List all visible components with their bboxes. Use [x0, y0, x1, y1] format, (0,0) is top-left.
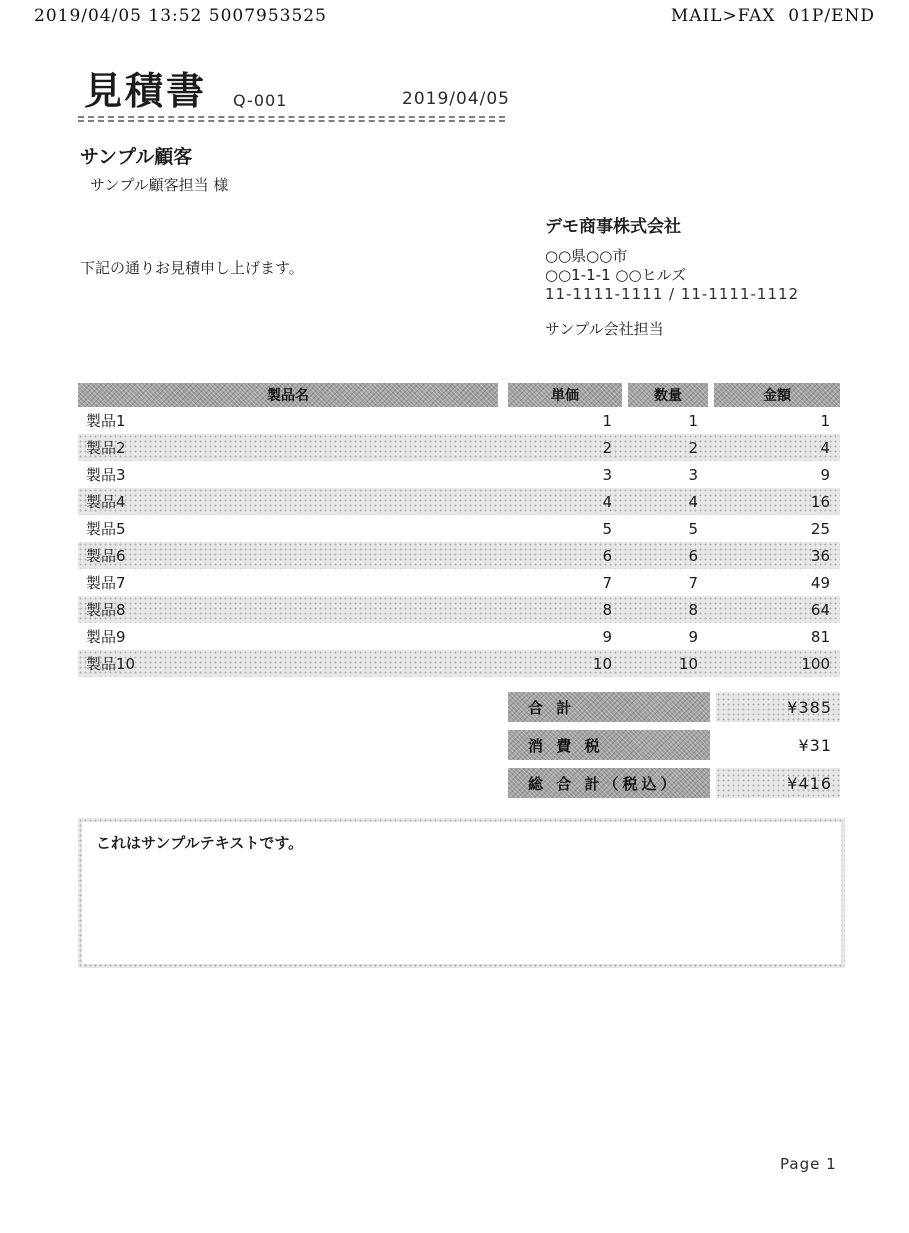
unit-price-cell: 6 [602, 546, 612, 565]
product-name-cell: 製品7 [86, 574, 126, 592]
grand-total-label: 総 合 計（税込） [508, 768, 710, 798]
table-row [78, 461, 840, 488]
fax-transmission-header [34, 6, 875, 26]
amount-cell: 1 [820, 411, 830, 430]
amount-cell: 4 [820, 438, 830, 457]
amount-cell: 36 [810, 546, 830, 565]
quantity-cell: 3 [688, 465, 698, 484]
table-row [78, 569, 840, 596]
quantity-cell: 1 [688, 411, 698, 430]
quantity-cell: 8 [688, 600, 698, 619]
greeting-text: 下記の通りお見積申し上げます。 [80, 259, 304, 277]
company-contact: サンプル会社担当 [545, 320, 664, 338]
amount-cell: 64 [810, 600, 830, 619]
amount-cell: 25 [810, 519, 830, 538]
total-row-subtotal [508, 692, 840, 722]
product-name-cell: 製品4 [86, 493, 126, 511]
unit-price-cell: 1 [602, 411, 612, 430]
company-address-line1: ○○県○○市 [545, 247, 628, 265]
column-header-quantity: 数量 [628, 383, 708, 407]
customer-contact: サンプル顧客担当 様 [90, 176, 229, 194]
company-address-line2: ○○1-1-1 ○○ヒルズ [545, 266, 687, 284]
grand-total-value: ¥416 [716, 768, 840, 798]
tax-value: ¥31 [798, 735, 832, 755]
quantity-cell: 2 [688, 438, 698, 457]
unit-price-cell: 2 [602, 438, 612, 457]
items-table [78, 383, 840, 677]
quantity-cell: 4 [688, 492, 698, 511]
column-header-amount: 金額 [714, 383, 840, 407]
unit-price-cell: 10 [592, 654, 612, 673]
table-row [78, 596, 840, 623]
amount-cell: 9 [820, 465, 830, 484]
company-block [545, 212, 799, 339]
total-row-tax [508, 730, 840, 760]
document-title: 見積書 [84, 69, 208, 113]
company-phone-fax: 11-1111-1111 / 11-1111-1112 [545, 285, 800, 303]
product-name-cell: 製品1 [86, 412, 126, 430]
fax-timestamp: 2019/04/05 13:52 5007953525 [34, 6, 327, 26]
product-name-cell: 製品6 [86, 547, 126, 565]
column-header-unit-price: 単価 [508, 383, 622, 407]
product-name-cell: 製品3 [86, 466, 126, 484]
product-name-cell: 製品10 [86, 655, 136, 673]
fax-status: MAIL>FAX 01P/END [670, 6, 875, 26]
subtotal-label: 合 計 [508, 692, 710, 722]
note-text: これはサンプルテキストです。 [82, 822, 841, 964]
table-row [78, 407, 840, 434]
tax-label: 消 費 税 [508, 730, 710, 760]
product-name-cell: 製品5 [86, 520, 126, 538]
company-name: デモ商事株式会社 [545, 217, 681, 237]
unit-price-cell: 8 [602, 600, 612, 619]
table-row [78, 515, 840, 542]
unit-price-cell: 7 [602, 573, 612, 592]
note-box [78, 818, 845, 968]
amount-cell: 100 [801, 654, 830, 673]
quantity-cell: 6 [688, 546, 698, 565]
product-name-cell: 製品9 [86, 628, 126, 646]
totals-block [508, 692, 840, 806]
title-underline [78, 116, 505, 122]
customer-name: サンプル顧客 [80, 146, 193, 168]
product-name-cell: 製品8 [86, 601, 126, 619]
quote-number: Q-001 [233, 91, 288, 110]
unit-price-cell: 3 [602, 465, 612, 484]
page-number: Page 1 [780, 1155, 837, 1173]
quantity-cell: 10 [678, 654, 698, 673]
quantity-cell: 7 [688, 573, 698, 592]
unit-price-cell: 4 [602, 492, 612, 511]
table-row [78, 623, 840, 650]
amount-cell: 81 [810, 627, 830, 646]
unit-price-cell: 5 [602, 519, 612, 538]
unit-price-cell: 9 [602, 627, 612, 646]
table-row [78, 650, 840, 677]
product-name-cell: 製品2 [86, 439, 126, 457]
subtotal-value: ¥385 [716, 692, 840, 722]
items-table-header [78, 383, 840, 407]
quote-date: 2019/04/05 [402, 89, 510, 109]
quantity-cell: 9 [688, 627, 698, 646]
items-body [78, 407, 840, 677]
table-row [78, 488, 840, 515]
table-row [78, 434, 840, 461]
amount-cell: 49 [810, 573, 830, 592]
total-row-grand-total [508, 768, 840, 798]
column-header-product-name: 製品名 [78, 383, 498, 407]
amount-cell: 16 [810, 492, 830, 511]
quantity-cell: 5 [688, 519, 698, 538]
table-row [78, 542, 840, 569]
